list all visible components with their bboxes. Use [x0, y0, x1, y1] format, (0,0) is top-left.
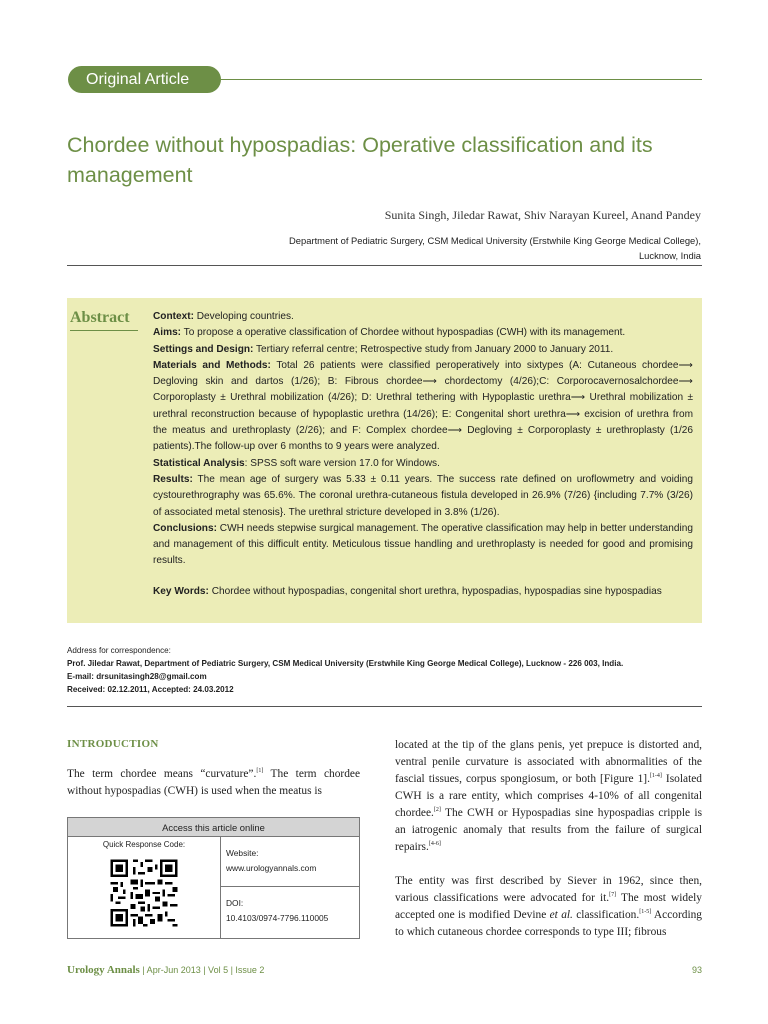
abstract-heading: Abstract — [70, 309, 130, 326]
divider — [67, 706, 702, 707]
access-heading: Access this article online — [68, 818, 359, 837]
text-run: The most widely accepted one is modified Devine — [395, 892, 703, 921]
website-cell — [221, 837, 359, 887]
journal-name: Urology Annals — [67, 964, 140, 976]
abstract-body — [153, 309, 693, 600]
abstract-results — [153, 472, 693, 521]
doi-link[interactable]: 10.4103/0974-7796.110005 — [226, 913, 329, 923]
citation[interactable]: [1] — [256, 768, 264, 775]
spacer — [153, 570, 693, 584]
email-text: E-mail: drsunitasingh28@gmail.com — [67, 672, 207, 682]
results-text: The mean age of surgery was 5.33 ± 0.11 years. The success rate defined on uroflowmetry and voiding cystourethrography was 65.6%. The coronal urethra-cutaneous fistula developed in 26.9% (7/26) {including 7.7% (3/26) of associated metal stenosis}. The urethral stricture developed in 3.8% (1/26). — [153, 473, 693, 518]
methods-text: Total 26 patients were classified peroperatively into sixtypes (A: Cutaneous chordee⟶ Degloving skin and dartos (1/26); B: Fibrous chordee⟶ chordectomy (4/26);C: Corporocavernosalchordee⟶ Corporoplasty ± Urethral mobilization (4/26); D: Urethral tethering with Hypoplastic urethra⟶ Urethral mobilization ± urethral reconstruction because of hypoplastic urethra (14/26); E: Congenital short urethra⟶ excision of urethra from the meatus and urethroplasty (2/26); and F: Complex chordee⟶ Degloving ± Corporoplasty ± urethroplasty (1/26 patients).The follow-up over 6 months to 9 years were analyzed. — [153, 359, 693, 453]
text-run: The term chordee without hypospadias (CWH) is used when the meatus is — [67, 768, 360, 797]
abstract-keywords — [153, 584, 693, 600]
website-label: Website: — [226, 848, 259, 858]
address-text: Prof. Jiledar Rawat, Department of Pediatric Surgery, CSM Medical University (Erstwhile King George Medical College), Lucknow - 226 003, India. — [67, 659, 624, 669]
conclusions-text: CWH needs stepwise surgical management. The operative classification may help in better understanding and management of this difficult entity. Meticulous tissue handling and urethroplasty is needed for good and promising results. — [153, 522, 693, 567]
affiliation-line-1: Department of Pediatric Surgery, CSM Medical University (Erstwhile King George Medical College), — [289, 235, 701, 246]
dates-text: Received: 02.12.2011, Accepted: 24.03.2012 — [67, 685, 234, 695]
doi-label: DOI: — [226, 898, 244, 908]
abstract-settings — [153, 342, 693, 358]
received-dates — [67, 683, 707, 696]
context-text: Developing countries. — [193, 311, 294, 322]
page-number: 93 — [691, 965, 702, 975]
correspondence — [67, 644, 707, 696]
qr-code-icon — [108, 857, 180, 929]
qr-label: Quick Response Code: — [102, 840, 186, 849]
keywords-label: Key Words: — [153, 585, 209, 597]
intro-paragraph-left — [67, 766, 360, 800]
citation[interactable]: [1-5] — [639, 909, 652, 916]
intro-heading: INTRODUCTION — [67, 738, 159, 750]
correspondence-address — [67, 657, 707, 670]
results-label: Results: — [153, 473, 193, 485]
left-column — [67, 738, 360, 800]
issue-info: | Apr-Jun 2013 | Vol 5 | Issue 2 — [139, 965, 265, 975]
text-run: located at the tip of the glans penis, yet prepuce is distorted and, ventral penile curvature is associated with abnormalities of the fascial tissues, corpus spongiosum, or both [Figure 1]. — [395, 739, 702, 785]
article-title: Chordee without hypospadias: Operative classification and its management — [67, 133, 653, 187]
et-al: et al. — [549, 909, 573, 921]
page-footer — [67, 964, 702, 976]
citation[interactable]: [4-6] — [428, 841, 441, 848]
section-label: Original Article — [68, 66, 221, 93]
intro-paragraph-2 — [395, 873, 702, 941]
settings-label: Settings and Design: — [153, 343, 254, 355]
abstract-conclusions — [153, 521, 693, 570]
correspondence-email — [67, 670, 707, 683]
text-run: The CWH or Hypospadias sine hypospadias cripple is an iatrogenic anomaly that results from the failure of surgical repairs. — [395, 807, 702, 853]
doi-cell — [221, 887, 359, 938]
authors: Sunita Singh, Jiledar Rawat, Shiv Narayan Kureel, Anand Pandey — [384, 208, 701, 222]
aims-text: To propose a operative classification of Chordee without hypospadias (CWH) with its management. — [181, 327, 626, 339]
citation[interactable]: [2] — [433, 807, 441, 814]
keywords-text: Chordee without hypospadias, congenital short urethra, hypospadias, hypospadias sine hypospadias — [208, 585, 662, 597]
citation[interactable]: [1-4] — [649, 773, 662, 780]
text-run: According to which cutaneous chordee corresponds to type III; fibrous — [395, 909, 702, 938]
right-column — [395, 737, 702, 941]
header-rule — [221, 79, 702, 80]
abstract-methods — [153, 358, 693, 456]
stats-label: Statistical Analysis — [153, 457, 245, 469]
abstract-stats — [153, 456, 693, 472]
text-run: Isolated CWH is a rare entity, which comprises 4-10% of all congenital chordee. — [395, 773, 702, 819]
website-link[interactable]: www.urologyannals.com — [226, 863, 317, 873]
abstract-context — [153, 309, 693, 325]
correspondence-heading: Address for correspondence: — [67, 646, 171, 655]
text-run: The entity was first described by Siever in 1962, since then, various classifications were advocated for it. — [395, 875, 702, 904]
stats-text: : SPSS soft ware version 17.0 for Windows. — [244, 457, 440, 469]
abstract-aims — [153, 325, 693, 341]
citation[interactable]: [7] — [609, 892, 617, 899]
methods-label: Materials and Methods: — [153, 359, 271, 371]
conclusions-label: Conclusions: — [153, 522, 217, 534]
text-run: The term chordee means “curvature”. — [67, 768, 257, 780]
abstract-heading-rule — [70, 330, 138, 331]
divider — [67, 265, 702, 266]
qr-cell — [68, 837, 221, 938]
affiliation — [231, 233, 701, 263]
context-label: Context: — [153, 311, 194, 322]
intro-paragraph-1 — [395, 737, 702, 856]
aims-label: Aims: — [153, 327, 182, 339]
affiliation-line-2: Lucknow, India — [638, 250, 701, 261]
settings-text: Tertiary referral centre; Retrospective study from January 2000 to January 2011. — [253, 343, 614, 355]
access-article-box — [67, 817, 360, 939]
text-run: classification. — [572, 909, 640, 921]
